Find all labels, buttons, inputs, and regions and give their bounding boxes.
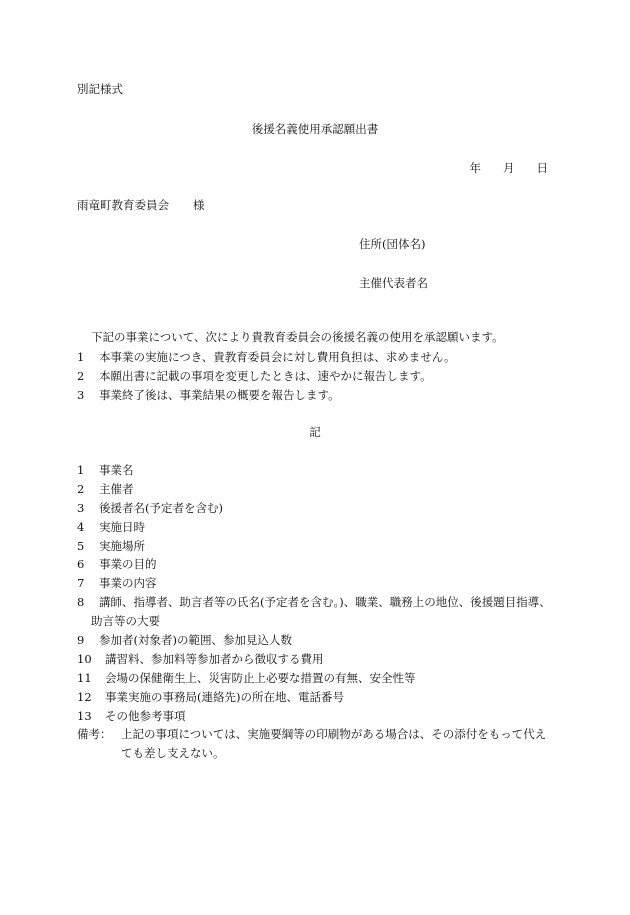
form-label: 別記様式 [77, 82, 123, 96]
item-number: 2 [77, 482, 85, 496]
item-number: 5 [77, 539, 85, 553]
note-continuation: ても差し支えない。 [121, 746, 225, 760]
item-number: 13 [77, 709, 92, 723]
item-number: 11 [77, 671, 92, 685]
list-item [77, 595, 551, 609]
list-item [77, 557, 157, 571]
pledge-number: 2 [77, 369, 85, 383]
pledge-item [77, 369, 432, 383]
representative-label: 主催代表者名 [359, 276, 428, 290]
list-item [77, 463, 134, 477]
list-item [77, 501, 223, 515]
item-number: 9 [77, 633, 85, 647]
address-label: 住所(団体名) [359, 237, 426, 251]
addressee: 雨竜町教育委員会 [77, 198, 169, 212]
list-item [77, 576, 157, 590]
pledge-text: 本願出書に記載の事項を変更したときは、速やかに報告します。 [99, 369, 432, 383]
item-number: 1 [77, 463, 85, 477]
pledge-text: 本事業の実施につき、貴教育委員会に対し費用負担は、求めません。 [99, 350, 456, 364]
list-item [77, 482, 134, 496]
item-number: 7 [77, 576, 85, 590]
item-text: 事業の内容 [99, 576, 157, 590]
addressee-line [77, 198, 205, 212]
pledge-number: 3 [77, 388, 85, 402]
pledge-item [77, 388, 340, 402]
item-number: 12 [77, 690, 92, 704]
list-item [77, 690, 344, 704]
honorific: 様 [193, 198, 205, 212]
item-text: 事業の目的 [99, 557, 157, 571]
item-text: 事業名 [99, 463, 134, 477]
item-text: 主催者 [99, 482, 134, 496]
date-year: 年 [469, 161, 481, 175]
date-month: 月 [503, 161, 515, 175]
item-number: 10 [77, 652, 92, 666]
item-text: 講習料、参加料等参加者から徴収する費用 [105, 652, 324, 666]
note-line [77, 727, 546, 741]
item-number: 8 [77, 595, 85, 609]
item-text: 実施場所 [99, 539, 145, 553]
item-text: その他参考事項 [105, 709, 186, 723]
list-item [77, 520, 145, 534]
list-item [77, 671, 416, 685]
date-day: 日 [536, 161, 548, 175]
pledge-text: 事業終了後は、事業結果の概要を報告します。 [99, 388, 340, 402]
page-title: 後援名義使用承認願出書 [251, 122, 379, 136]
list-item-continuation: 助言等の大要 [91, 614, 160, 628]
list-item [77, 709, 186, 723]
item-text: 会場の保健衛生上、災害防止上必要な措置の有無、安全性等 [105, 671, 416, 685]
list-item [77, 539, 145, 553]
item-number: 6 [77, 557, 85, 571]
note-label: 備考： [77, 727, 112, 741]
item-text: 講師、指導者、助言者等の氏名(予定者を含む。)、職業、職務上の地位、後援題目指導、 [99, 595, 551, 609]
pledge-item [77, 350, 456, 364]
pledge-number: 1 [77, 350, 85, 364]
intro-text: 下記の事業について、次により貴教育委員会の後援名義の使用を承認願います。 [91, 330, 504, 344]
item-text: 実施日時 [99, 520, 145, 534]
item-text: 後援者名(予定者を含む) [99, 501, 223, 515]
item-text: 事業実施の事務局(連絡先)の所在地、電話番号 [105, 690, 344, 704]
list-item [77, 652, 324, 666]
date-line [470, 161, 549, 175]
note-text: 上記の事項については、実施要綱等の印刷物がある場合は、その添付をもって代え [121, 727, 547, 741]
item-number: 4 [77, 520, 85, 534]
list-item [77, 633, 292, 647]
ki-heading: 記 [309, 425, 321, 439]
item-number: 3 [77, 501, 85, 515]
item-text: 参加者(対象者)の範囲、参加見込人数 [99, 633, 292, 647]
